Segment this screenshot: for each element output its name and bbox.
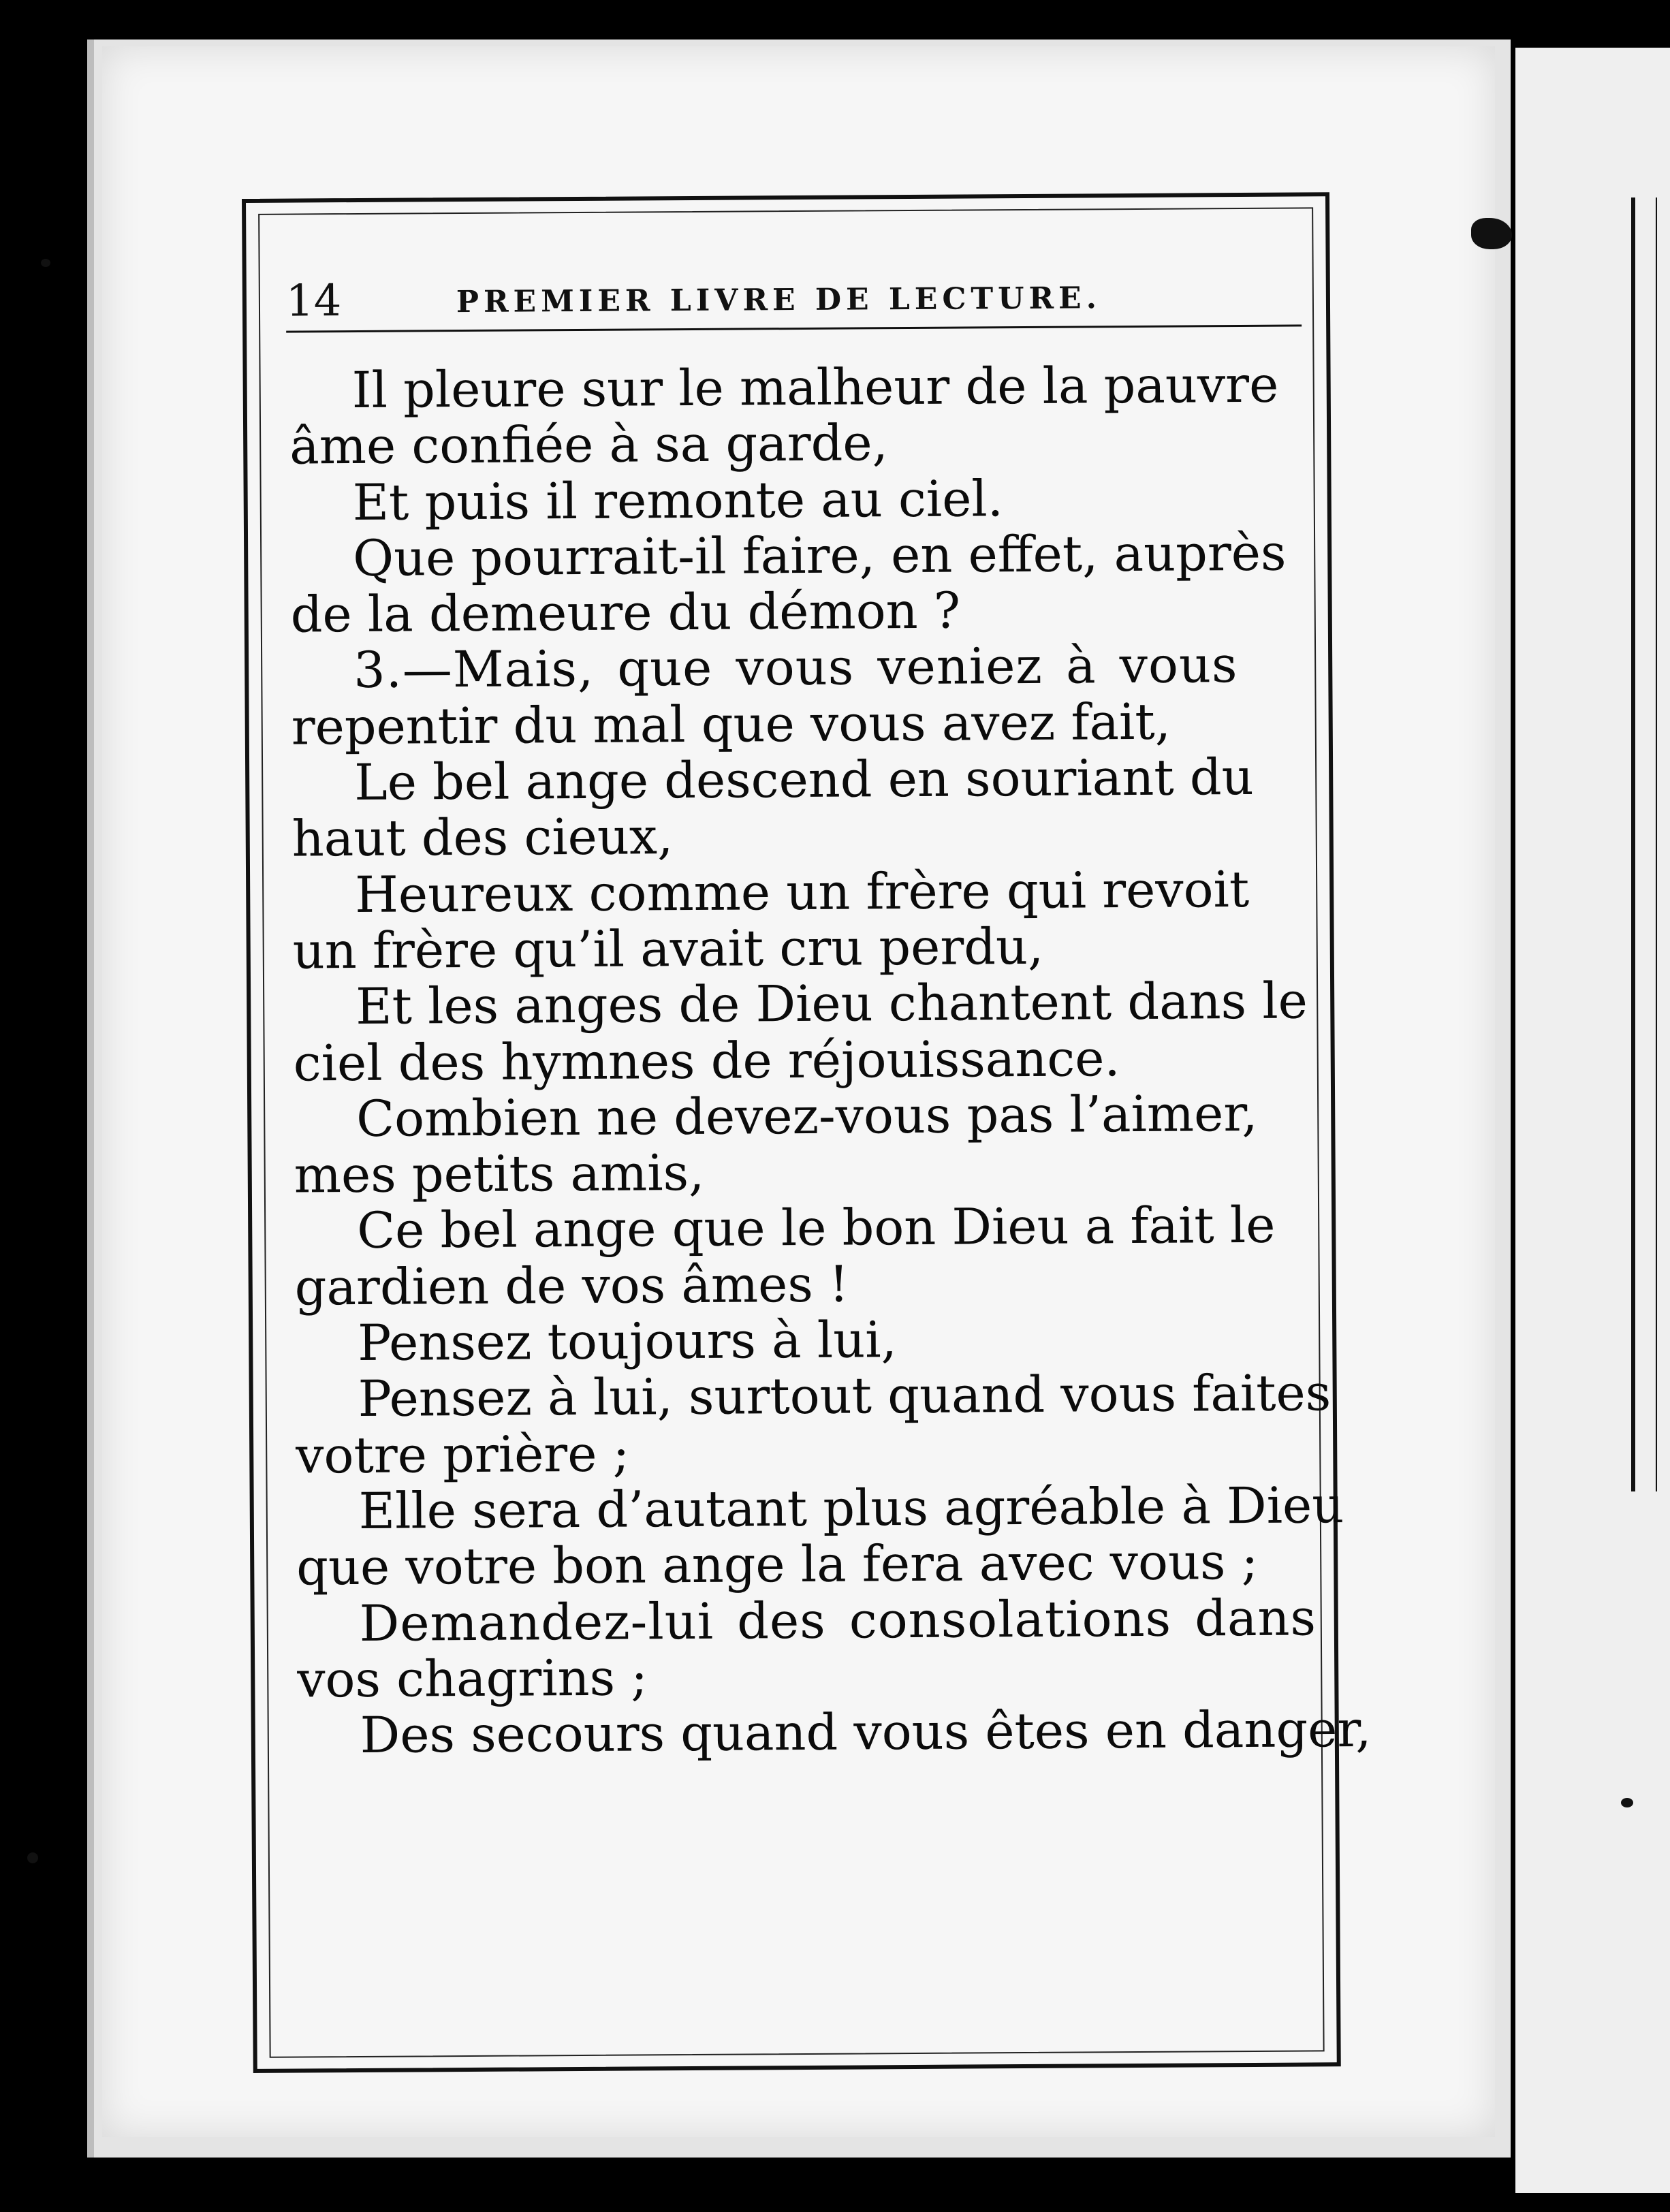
text-line: Pensez à lui, surtout quand vous faites [358,1364,1332,1429]
running-title: PREMIER LIVRE DE LECTURE. [456,281,1102,320]
film-speck [41,259,50,267]
text-line: votre prière ; [296,1425,630,1485]
text-line: haut des cieux, [292,808,674,868]
text-line: mes petits amis, [294,1144,705,1205]
film-speck [1621,1798,1633,1807]
text-line: Elle sera d’autant plus agréable à Dieu [358,1476,1344,1540]
text-line: Et les anges de Dieu chantent dans le [355,972,1308,1037]
text-line: Des secours quand vous êtes en danger, [360,1701,1372,1765]
text-line: Il pleure sur le malheur de la pauvre [351,356,1279,420]
text-line: Heureux comme un frère qui revoit [354,860,1250,924]
text-line: Et puis il remonte au ciel. [352,469,1004,532]
facing-page-frame [1631,198,1657,1491]
text-line: vos chagrins ; [297,1649,648,1709]
text-frame [242,192,1372,2073]
binding-mark [1471,218,1512,249]
body-text [289,356,1372,1765]
text-line: Demandez-lui des consolations dans [359,1588,1317,1653]
text-line: Que pourrait-il faire, en effet, auprès [352,524,1287,588]
text-line: Ce bel ange que le bon Dieu a fait le [357,1197,1276,1261]
film-speck [27,1852,38,1863]
page-header [286,270,1287,331]
text-line: de la demeure du démon ? [290,582,961,644]
text-line: gardien de vos âmes ! [294,1255,849,1317]
text-line: ciel des hymnes de réjouissance. [293,1029,1120,1093]
text-line: un frère qu’il avait cru perdu, [292,917,1044,981]
text-line: que votre bon ange la fera avec vous ; [296,1533,1259,1597]
text-line: Pensez toujours à lui, [358,1311,898,1373]
text-line: âme confiée à sa garde, [289,414,888,476]
facing-page-edge [1515,48,1670,2193]
text-line: Combien ne devez-vous pas l’aimer, [356,1084,1258,1148]
text-line: Le bel ange descend en souriant du [353,748,1254,812]
text-line: repentir du mal que vous avez fait, [291,693,1171,757]
page-number: 14 [285,276,342,327]
text-line: 3.—Mais, que vous veniez à vous [353,636,1238,700]
